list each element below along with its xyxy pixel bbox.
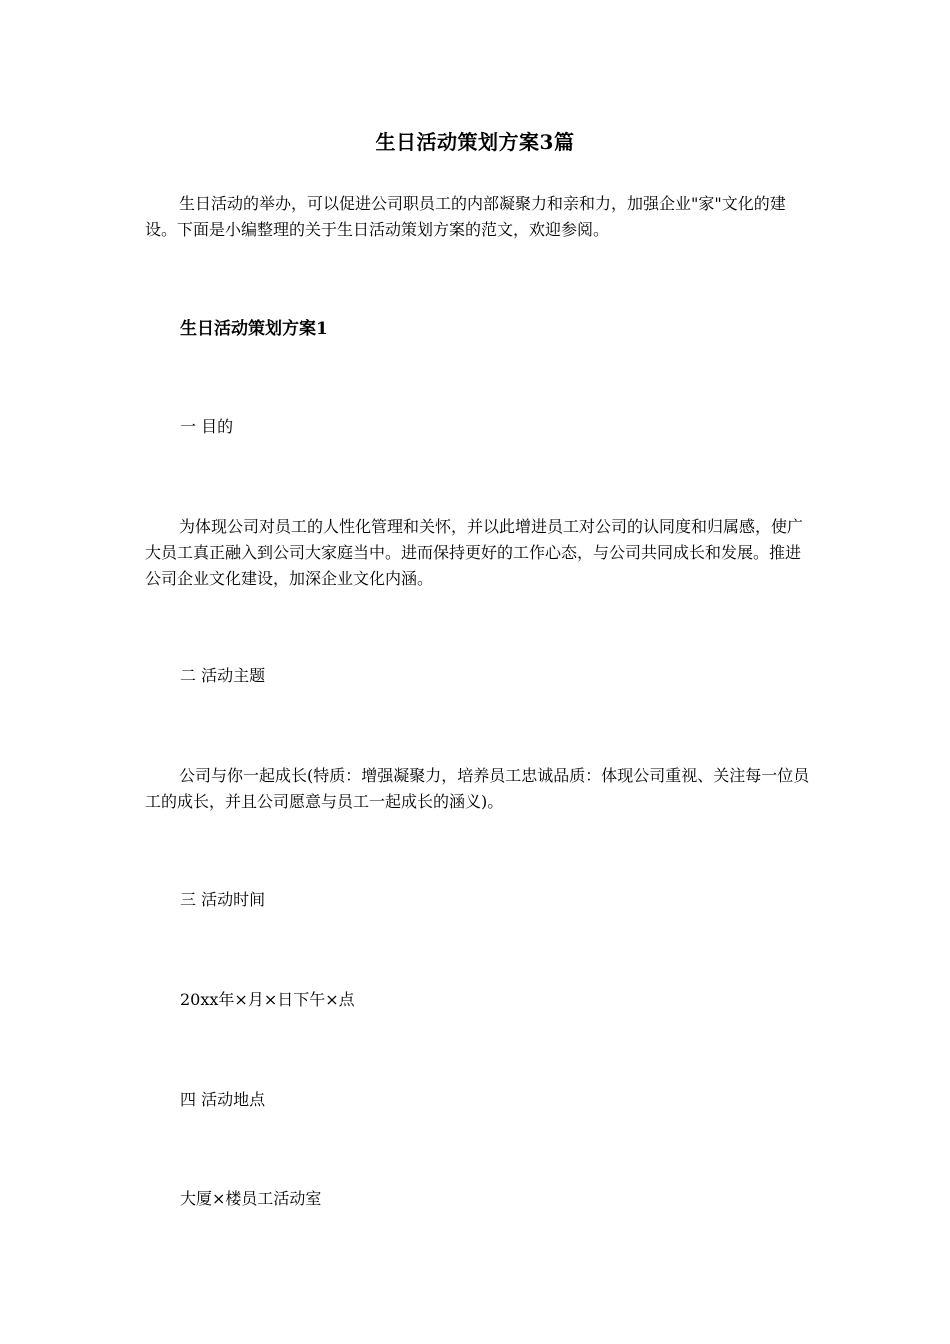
heading-time: 三 活动时间	[180, 890, 266, 909]
section-title: 生日活动策划方案1	[180, 319, 328, 339]
intro-paragraph: 生日活动的举办，可以促进公司职员工的内部凝聚力和亲和力，加强企业"家"文化的建设。下面是小编整理的关于生日活动策划方案的范文，欢迎参阅。	[145, 194, 786, 239]
heading-purpose: 一 目的	[180, 417, 234, 436]
document-title: 生日活动策划方案3篇	[375, 130, 575, 154]
time-text: 20xx年×月×日下午×点	[180, 990, 355, 1009]
theme-paragraph: 公司与你一起成长(特质：增强凝聚力，培养员工忠诚品质：体现公司重视、关注每一位员工的成长，并且公司愿意与员工一起成长的涵义)。	[145, 766, 810, 811]
heading-theme: 二 活动主题	[180, 666, 266, 685]
purpose-paragraph: 为体现公司对员工的人性化管理和关怀，并以此增进员工对公司的认同度和归属感，使广大员工真正融入到公司大家庭当中。进而保持更好的工作心态，与公司共同成长和发展。推进公司企业文化建设，加深企业文化内涵。	[145, 517, 804, 588]
heading-location: 四 活动地点	[180, 1090, 266, 1109]
location-text: 大厦×楼员工活动室	[180, 1189, 322, 1208]
